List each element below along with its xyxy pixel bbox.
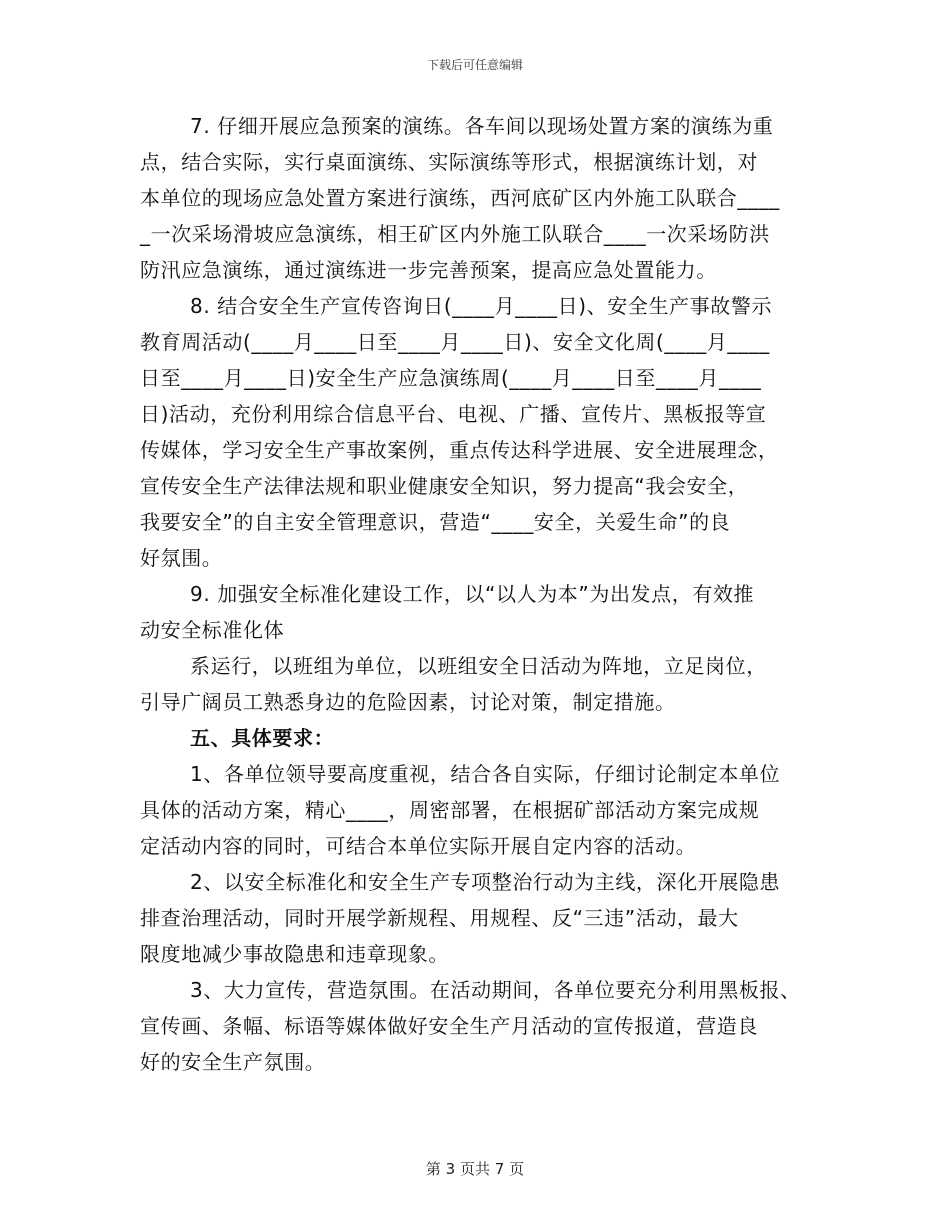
paragraph-line: 系运行，以班组为单位，以班组安全日活动为阵地，立足岗位， xyxy=(190,654,767,678)
paragraph-line: 具体的活动方案，精心____，周密部署，在根据矿部活动方案完成规 xyxy=(140,798,760,822)
paragraph-line: 2、以安全标准化和安全生产专项整治行动为主线，深化开展隐患 xyxy=(190,870,781,894)
paragraph-line: 教育周活动(____月____日至____月____日)、安全文化周(____月____ xyxy=(140,330,770,354)
paragraph-line: 好氛围。 xyxy=(140,546,223,570)
document-body xyxy=(140,108,820,1080)
paragraph-line: 防汛应急演练，通过演练进一步完善预案，提高应急处置能力。 xyxy=(140,258,717,282)
paragraph-line: 宣传画、条幅、标语等媒体做好安全生产月活动的宣传报道，营造良 xyxy=(140,1014,758,1038)
paragraph-line: _一次采场滑坡应急演练，相王矿区内外施工队联合____一次采场防洪 xyxy=(140,222,770,246)
paragraph-line: 限度地减少事故隐患和违章现象。 xyxy=(140,942,449,966)
paragraph-line: 日至____月____日)安全生产应急演练周(____月____日至____月____ xyxy=(140,366,762,390)
paragraph-line: 本单位的现场应急处置方案进行演练，西河底矿区内外施工队联合____ xyxy=(140,186,780,210)
paragraph-line: 宣传安全生产法律法规和职业健康安全知识，努力提高“我会安全， xyxy=(140,474,749,498)
paragraph-line: 9. 加强安全标准化建设工作，以“以人为本”为出发点，有效推 xyxy=(190,582,755,606)
paragraph-line: 日)活动，充份利用综合信息平台、电视、广播、宣传片、黑板报等宣 xyxy=(140,402,767,426)
paragraph-line: 引导广阔员工熟悉身边的危险因素，讨论对策，制定措施。 xyxy=(140,690,676,714)
paragraph-line: 我要安全”的自主安全管理意识，营造“____安全，关爱生命”的良 xyxy=(140,510,731,534)
paragraph-line: 好的安全生产氛围。 xyxy=(140,1050,326,1074)
paragraph-line: 排查治理活动，同时开展学新规程、用规程、反“三违”活动，最大 xyxy=(140,906,739,930)
page-header: 下载后可任意编辑 xyxy=(426,58,523,72)
paragraph-line: 1、各单位领导要高度重视，结合各自实际，仔细讨论制定本单位 xyxy=(190,762,781,786)
paragraph-line: 7. 仔细开展应急预案的演练。各车间以现场处置方案的演练为重 xyxy=(190,114,774,138)
page-footer: 第 3 页共 7 页 xyxy=(425,1160,525,1178)
paragraph-line: 定活动内容的同时，可结合本单位实际开展自定内容的活动。 xyxy=(140,834,697,858)
section-heading: 五、具体要求： xyxy=(190,726,335,750)
paragraph-line: 8. 结合安全生产宣传咨询日(____月____日)、安全生产事故警示 xyxy=(190,294,773,318)
paragraph-line: 3、大力宣传，营造氛围。在活动期间，各单位要充分利用黑板报、 xyxy=(190,978,801,1002)
paragraph-line: 传媒体，学习安全生产事故案例，重点传达科学进展、安全进展理念， xyxy=(140,438,779,462)
paragraph-line: 点，结合实际，实行桌面演练、实际演练等形式，根据演练计划，对 xyxy=(140,150,758,174)
paragraph-line: 动安全标准化体 xyxy=(140,618,285,642)
